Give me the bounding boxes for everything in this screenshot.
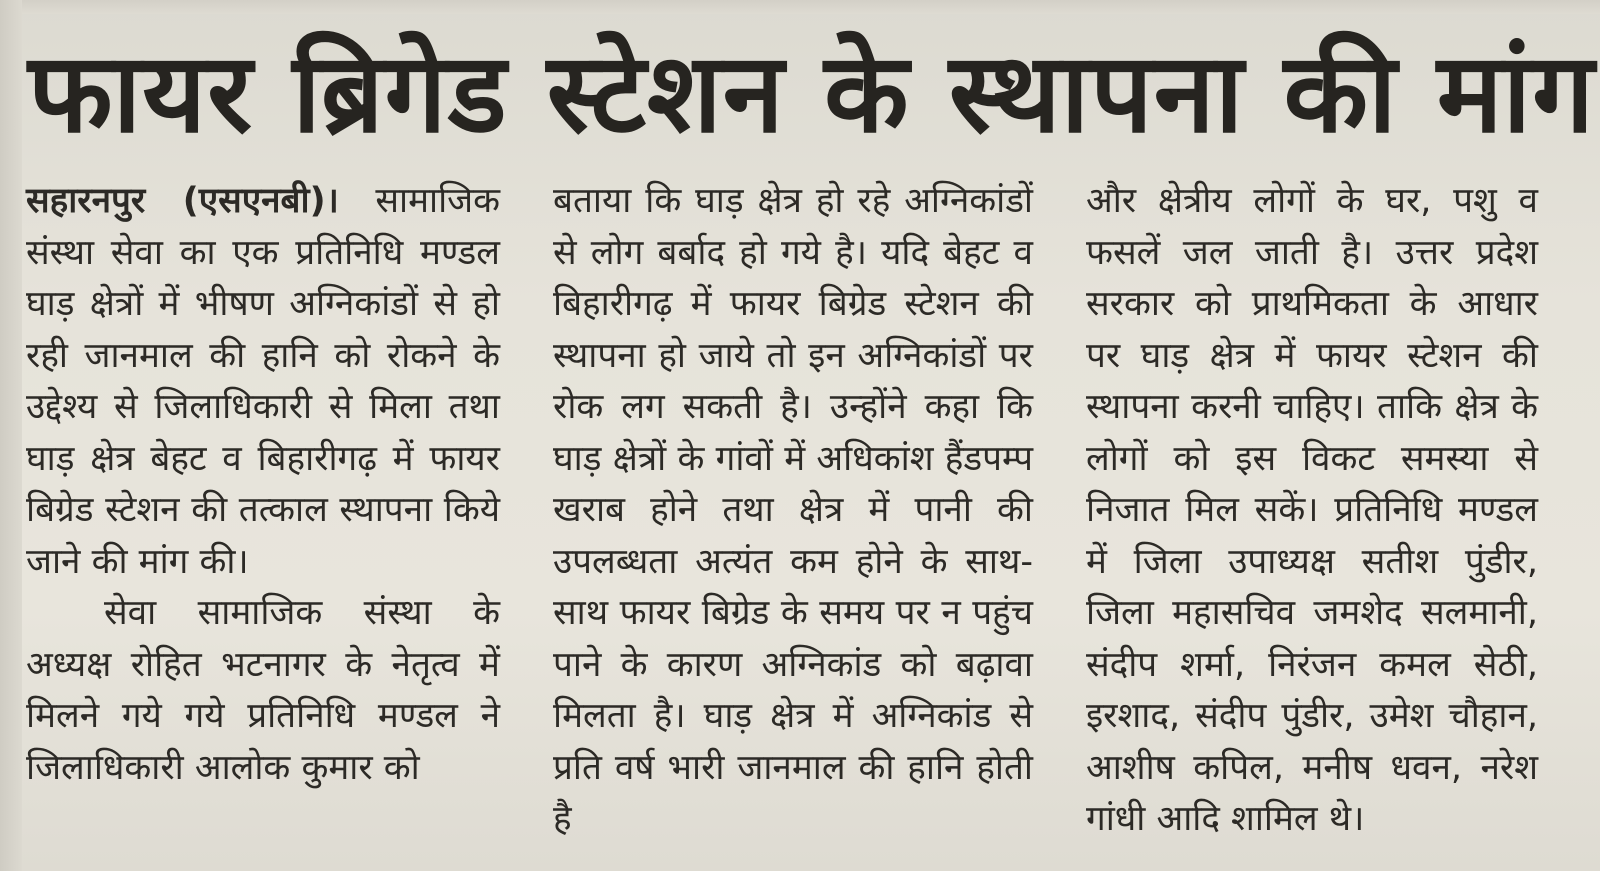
article-column-1 — [26, 176, 500, 794]
article-column-3-text: और क्षेत्रीय लोगों के घर, पशु व फसलें जल जाती है। उत्तर प्रदेश सरकार को प्राथमिकता के आधार पर घाड़ क्षेत्र में फायर स्टेशन की स्थापना करनी चाहिए। ताकि क्षेत्र के लोगों को इस विकट समस्या से निजात मिल सकें। प्रतिनिधि मण्डल में जिला उपाध्यक्ष सतीश पुंडीर, जिला महासचिव जमशेद सलमानी, संदीप शर्मा, निरंजन कमल सेठी, इरशाद, संदीप पुंडीर, उमेश चौहान, आशीष कपिल, मनीष धवन, नरेश गांधी आदि शामिल थे। — [1086, 181, 1538, 839]
article-column-2-text: बताया कि घाड़ क्षेत्र हो रहे अग्निकांडों से लोग बर्बाद हो गये है। यदि बेहट व बिहारीगढ़ में फायर बिग्रेड स्टेशन की स्थापना हो जाये तो इन अग्निकांडों पर रोक लग सकती है। उन्होंने कहा कि घाड़ क्षेत्रों के गांवों में अधिकांश हैंडपम्प खराब होने तथा क्षेत्र में पानी की उपलब्धता अत्यंत कम होने के साथ-साथ फायर बिग्रेड के समय पर न पहुंच पाने के कारण अग्निकांड को बढ़ावा मिलता है। घाड़ क्षेत्र में अग्निकांड से प्रति वर्ष भारी जानमाल की हानि होती है — [553, 181, 1033, 839]
article-column-2 — [553, 176, 1033, 846]
article-paragraph-2: सेवा सामाजिक संस्था के अध्यक्ष रोहित भटनागर के नेतृत्व में मिलने गये गये प्रतिनिधि मण्डल ने जिलाधिकारी आलोक कुमार को — [26, 593, 500, 788]
article-dateline: सहारनपुर (एसएनबी)। — [26, 181, 339, 221]
paper-edge-top — [0, 0, 1600, 14]
article-column-3 — [1086, 176, 1538, 846]
article-paragraph-1-text: सामाजिक संस्था सेवा का एक प्रतिनिधि मण्डल घाड़ क्षेत्रों में भीषण अग्निकांडों से हो रही जानमाल की हानि को रोकने के उद्देश्य से जिलाधिकारी से मिला तथा घाड़ क्षेत्र बेहट व बिहारीगढ़ में फायर बिग्रेड स्टेशन की तत्काल स्थापना किये जाने की मांग की। — [26, 181, 500, 582]
article-headline: फायर ब्रिगेड स्टेशन के स्थापना की मांग — [28, 29, 1596, 157]
paper-edge-left — [0, 0, 22, 871]
article-paragraph-1 — [26, 176, 500, 588]
